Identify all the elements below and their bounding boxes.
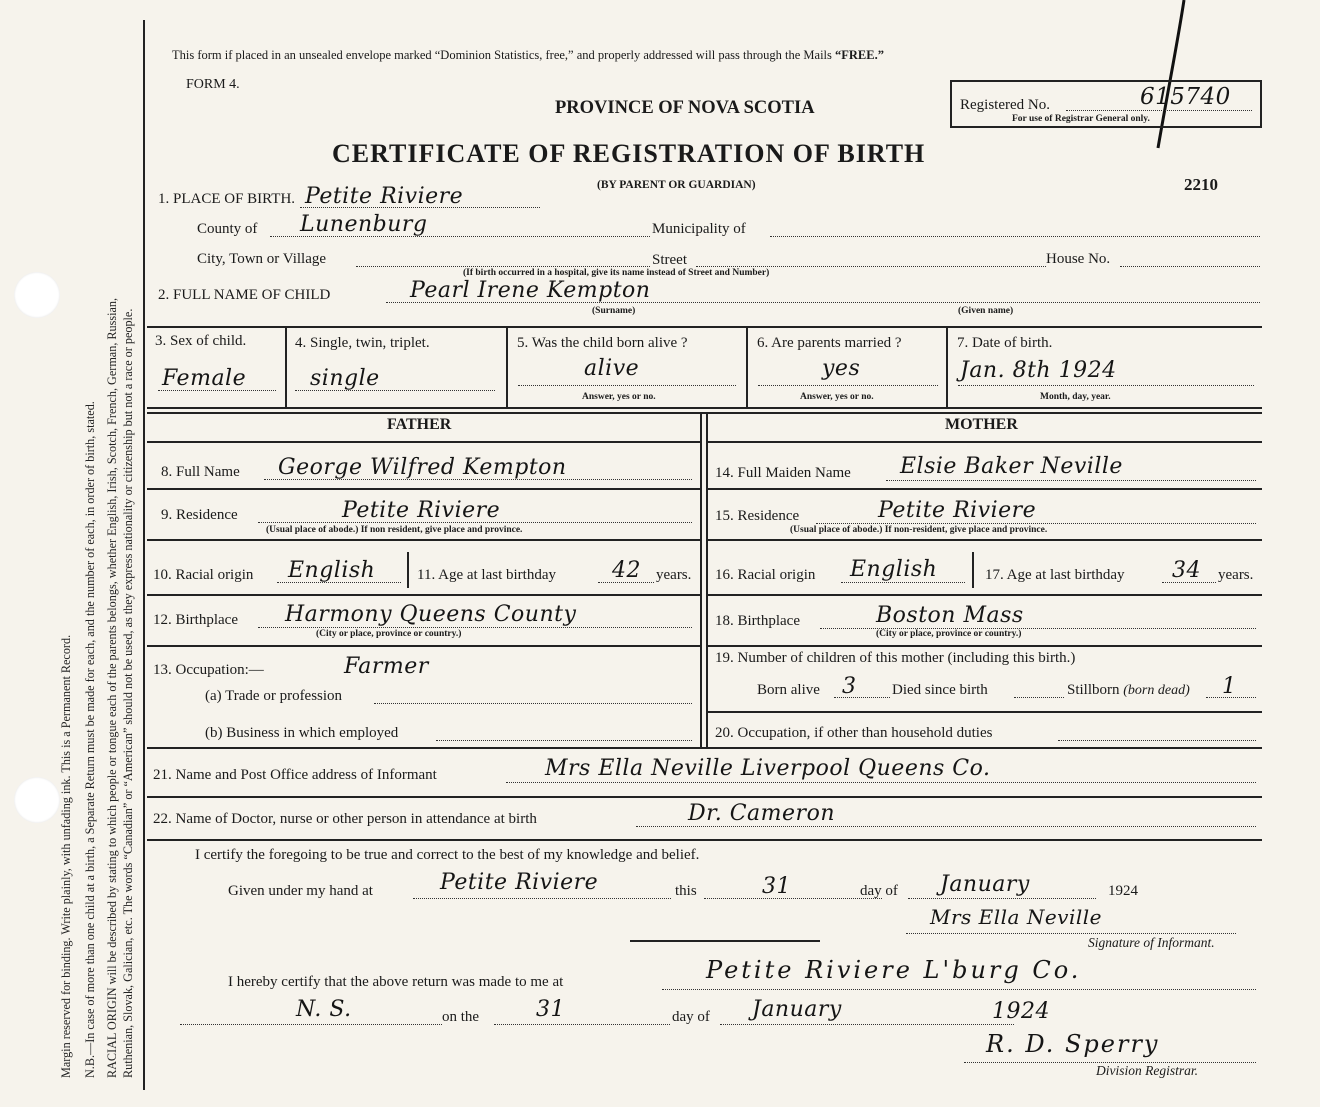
mother-residence-note: (Usual place of abode.) If non-resident, give place and province. [790,525,1048,535]
page-title: CERTIFICATE OF REGISTRATION OF BIRTH [332,139,926,168]
born-alive-label: Born alive [757,682,820,698]
mother-racial-line [841,582,965,583]
corner-number: 2210 [1184,175,1218,194]
rule-mother-4 [706,645,1262,647]
given-place-line [413,898,671,899]
rule-21 [147,796,1262,798]
registrar-cont-line [180,1024,442,1025]
hospital-note: (If birth occurred in a hospital, give its name instead of Street and Number) [463,268,770,278]
father-years: years. [656,567,692,583]
rule-mother-racial-divider [972,552,974,588]
on-the-label: on the [442,1009,480,1025]
registrar-day-value: 31 [536,997,565,1022]
house-label: House No. [1046,251,1111,267]
stillborn-label: Stillborn (born dead) [1067,682,1190,698]
given-month-line [908,898,1096,899]
rule-mother-5 [706,711,1262,713]
municipality-label: Municipality of [652,221,746,237]
street-label: Street [652,252,687,268]
rule-father-4 [147,645,700,647]
doctor-line [636,826,1256,827]
father-birthplace-value: Harmony Queens County [285,602,577,627]
sex-label: 3. Sex of child. [155,333,247,349]
mother-racial-label: 16. Racial origin [715,567,816,583]
rule-father-3 [147,594,700,596]
municipality-line [770,236,1260,237]
father-business-label: (b) Business in which employed [205,725,399,741]
this-label: this [675,883,697,899]
rule-mother-2 [706,539,1262,541]
given-name-note: (Given name) [958,306,1014,316]
father-birthplace-note: (City or place, province or country.) [316,629,462,639]
registrar-signature: R. D. Sperry [986,1030,1160,1058]
father-name-value: George Wilfred Kempton [278,455,567,480]
margin-note-2: N.B.—In case of more than one child at a birth, a Separate Return must be made for each, and the number of each, in order of birth, stated. [83,401,97,1078]
binding-hole-top [14,272,60,318]
registrar-place-line [662,989,1256,990]
mother-occupation-label: 20. Occupation, if other than household duties [715,725,993,741]
registrar-statement: I hereby certify that the above return was made to me at [228,974,564,990]
mother-age-value: 34 [1172,558,1201,583]
given-day-line [704,898,882,899]
rule-heading-bottom-left [147,441,700,443]
registrar-day-of-label: day of [672,1009,710,1025]
married-line [758,385,938,386]
father-birthplace-label: 12. Birthplace [153,612,238,628]
form-number: FORM 4. [186,77,240,92]
mother-residence-value: Petite Riviere [878,498,1037,523]
father-racial-label: 10. Racial origin [153,567,254,583]
father-birthplace-line [258,627,692,628]
plurality-label: 4. Single, twin, triplet. [295,335,430,351]
mother-residence-line [816,523,1256,524]
rule-father-racial-divider [407,552,409,588]
plurality-value: single [310,366,380,391]
rule-heading-bottom-right [706,441,1262,443]
doctor-value: Dr. Cameron [688,801,835,826]
rule-father-1 [147,488,700,490]
pen-underline [630,940,820,942]
child-name-value: Pearl Irene Kempton [410,278,651,303]
given-label: Given under my hand at [228,883,373,899]
died-line [1014,697,1064,698]
married-label: 6. Are parents married ? [757,335,902,351]
informant-signature: Mrs Ella Neville [930,905,1102,929]
informant-signature-label: Signature of Informant. [1088,935,1215,950]
house-line [1120,266,1260,267]
given-year-value: 1924 [1108,883,1138,899]
father-age-value: 42 [612,558,641,583]
informant-signature-line [906,933,1236,934]
stillborn-value: 1 [1222,674,1237,699]
mother-name-line [886,480,1256,481]
rule-heading-top [147,412,1262,414]
married-note: Answer, yes or no. [800,392,874,402]
dob-value: Jan. 8th 1924 [960,358,1117,383]
father-trade-label: (a) Trade or profession [205,688,343,704]
father-residence-note: (Usual place of abode.) If non resident, give place and province. [266,525,523,535]
rule-father-2 [147,539,700,541]
mother-age-label: 17. Age at last birthday [985,567,1125,583]
alive-value: alive [584,356,640,381]
rule-col-4 [285,326,287,408]
place-of-birth-label: 1. PLACE OF BIRTH. [158,191,296,207]
given-day-value: 31 [762,874,791,899]
informant-value: Mrs Ella Neville Liverpool Queens Co. [545,756,991,781]
day-of-label: day of [860,883,898,899]
mother-name-value: Elsie Baker Neville [900,454,1123,479]
rule-parents-bottom [147,747,1262,749]
margin-note-1: Margin reserved for binding. Write plainly, with unfading ink. This is a Permanent Record. [59,634,73,1078]
mother-birthplace-label: 18. Birthplace [715,613,800,629]
father-age-label: 11. Age at last birthday [417,567,556,583]
street-line [696,266,1046,267]
page-subtitle: (BY PARENT OR GUARDIAN) [597,179,756,191]
mother-birthplace-note: (City or place, province or country.) [876,629,1022,639]
father-occupation-label: 13. Occupation:— [153,662,264,678]
registered-label: Registered No. [960,97,1050,113]
place-of-birth-value: Petite Riviere [305,184,464,209]
informant-label: 21. Name and Post Office address of Informant [153,767,437,783]
father-heading: FATHER [387,416,452,433]
mother-heading: MOTHER [945,416,1018,433]
rule-col-7 [946,326,948,408]
born-alive-value: 3 [842,674,857,699]
registrar-year-value: 1924 [992,999,1050,1024]
father-residence-value: Petite Riviere [342,498,501,523]
binding-margin-line [143,20,145,1090]
mother-occupation-line [1058,740,1256,741]
mother-racial-value: English [850,557,938,582]
dob-label: 7. Date of birth. [957,335,1053,351]
registrar-note: For use of Registrar General only. [1012,114,1150,124]
father-name-label: 8. Full Name [161,464,240,480]
mother-name-label: 14. Full Maiden Name [715,465,851,481]
mother-years: years. [1218,567,1254,583]
alive-line [518,385,736,386]
mother-residence-label: 15. Residence [715,508,800,524]
registrar-place-value: Petite Riviere L'burg Co. [706,956,1082,984]
informant-line [506,782,1256,783]
registrar-month-line [720,1024,1014,1025]
father-residence-label: 9. Residence [161,507,238,523]
rule-mother-1 [706,488,1262,490]
city-line [356,266,650,267]
county-value: Lunenburg [300,212,428,237]
alive-note: Answer, yes or no. [582,392,656,402]
county-label: County of [197,221,258,237]
given-month-value: January [940,872,1030,897]
surname-note: (Surname) [592,306,636,316]
rule-row3-top [147,326,1262,328]
dob-line [958,385,1254,386]
registrar-month-value: January [752,997,842,1022]
married-value: yes [822,356,861,381]
dob-note: Month, day, year. [1040,392,1111,402]
certify-statement: I certify the foregoing to be true and correct to the best of my knowledge and belief. [195,847,700,863]
given-place-value: Petite Riviere [440,870,599,895]
alive-label: 5. Was the child born alive ? [517,335,688,351]
father-business-line [436,740,692,741]
rule-col-5 [506,326,508,408]
city-label: City, Town or Village [197,251,327,267]
rule-parents-divider-a [700,412,702,748]
sex-value: Female [162,366,247,391]
doctor-label: 22. Name of Doctor, nurse or other person in attendance at birth [153,811,537,827]
mother-children-label: 19. Number of children of this mother (including this birth.) [715,650,1076,666]
binding-hole-bottom [14,777,60,823]
registrar-day-line [494,1024,670,1025]
father-trade-line [374,703,692,704]
province-heading: PROVINCE OF NOVA SCOTIA [555,98,815,118]
mother-birthplace-value: Boston Mass [876,603,1024,628]
rule-col-6 [746,326,748,408]
registered-line [1066,110,1252,111]
rule-22 [147,839,1262,841]
father-occupation-value: Farmer [344,654,429,679]
rule-row3-bottom [147,407,1262,409]
rule-parents-divider-b [706,412,708,748]
registered-number: 615740 [1140,84,1231,110]
rule-mother-3 [706,594,1262,596]
margin-note-3: RACIAL ORIGIN will be described by stating to which people or tongue each of the parents belongs, whether English, Irish, Scotch, French, German, Russian, [105,297,119,1078]
mail-notice: This form if placed in an unsealed envelope marked “Dominion Statistics, free,” and properly addressed will pass through the Mails “FREE.” [172,48,884,62]
margin-note-4: Ruthenian, Slovak, Galician, etc. The words “Canadian” or “American” should not be used, as they express nationality or citizenship but not a race or people. [121,308,135,1078]
registrar-place-cont: N. S. [296,997,352,1022]
child-name-label: 2. FULL NAME OF CHILD [158,287,331,303]
died-label: Died since birth [892,682,988,698]
registrar-signature-label: Division Registrar. [1096,1063,1199,1078]
father-racial-value: English [288,558,376,583]
